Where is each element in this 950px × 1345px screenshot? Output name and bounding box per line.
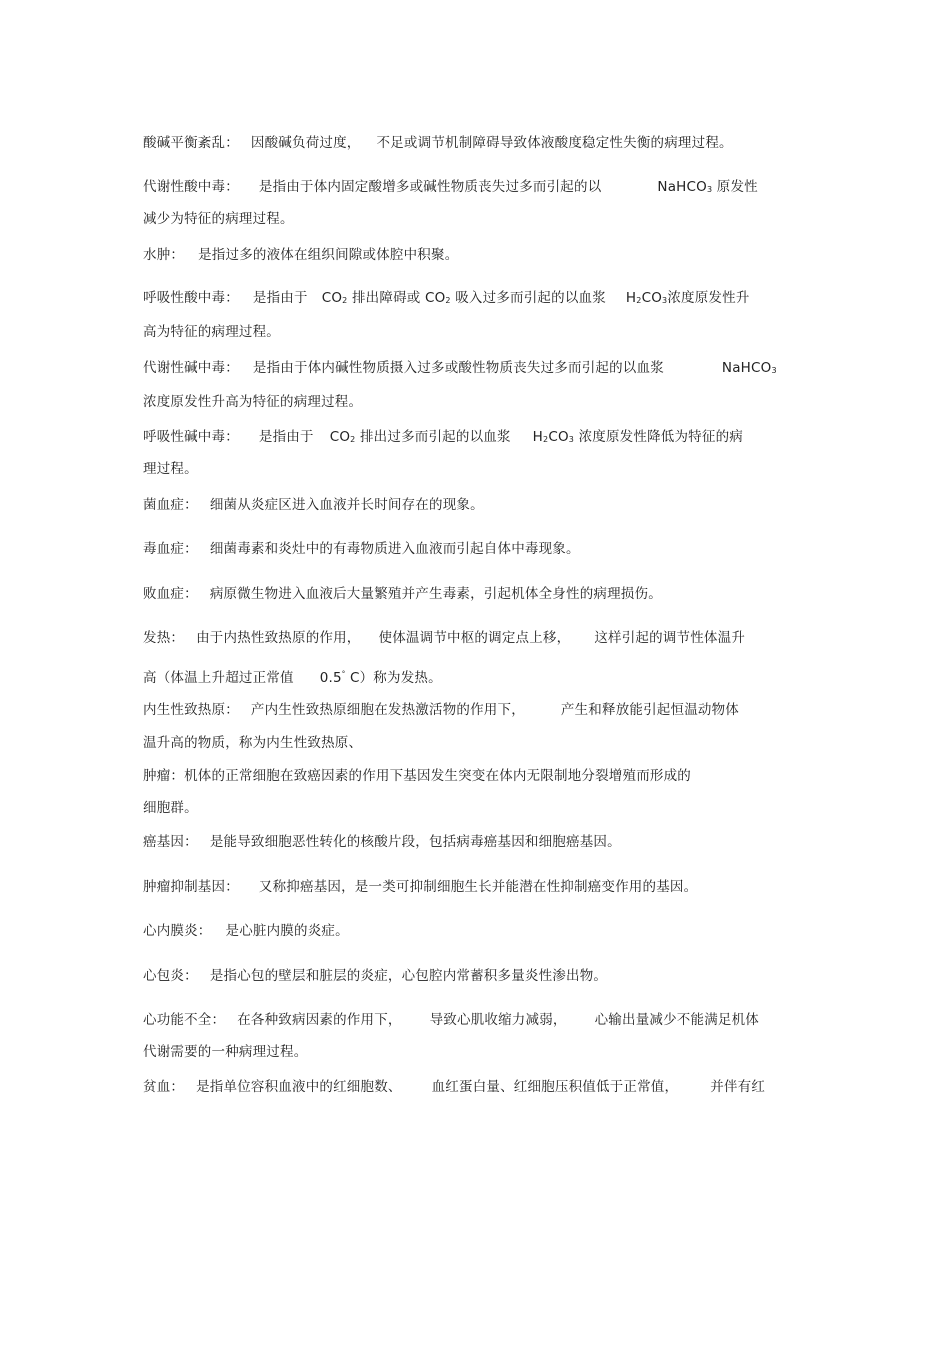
entry-toxemia: 毒血症： 细菌毒素和炎灶中的有毒物质进入血液而引起自体中毒现象。 bbox=[143, 541, 580, 557]
term: 呼吸性碱中毒： bbox=[143, 429, 239, 445]
entry-metabolic-alkalosis-cont: 浓度原发性升高为特征的病理过程。 bbox=[143, 394, 363, 410]
entry-acid-base-disorder: 酸碱平衡紊乱： 因酸碱负荷过度， 不足或调节机制障碍导致体液酸度稳定性失衡的病理过程。 bbox=[143, 135, 733, 151]
entry-edema: 水肿： 是指过多的液体在组织间隙或体腔中积聚。 bbox=[143, 247, 459, 263]
term: 酸碱平衡紊乱： bbox=[143, 135, 239, 151]
entry-respiratory-acidosis-cont: 高为特征的病理过程。 bbox=[143, 324, 280, 340]
entry-heart-failure-cont: 代谢需要的一种病理过程。 bbox=[143, 1044, 308, 1060]
term: 代谢性碱中毒： bbox=[143, 360, 239, 376]
term: 心功能不全： bbox=[143, 1012, 226, 1028]
term: 毒血症： bbox=[143, 541, 198, 557]
entry-respiratory-alkalosis: 呼吸性碱中毒： 是指由于 CO2 排出过多而引起的以血浆 H2CO3 浓度原发性降低为特征的病 bbox=[143, 429, 743, 445]
entry-metabolic-alkalosis: 代谢性碱中毒： 是指由于体内碱性物质摄入过多或酸性物质丧失过多而引起的以血浆 NaHCO3 bbox=[143, 360, 777, 376]
term: 心包炎： bbox=[143, 968, 198, 984]
entry-respiratory-alkalosis-cont: 理过程。 bbox=[143, 461, 198, 477]
entry-septicemia: 败血症： 病原微生物进入血液后大量繁殖并产生毒素，引起机体全身性的病理损伤。 bbox=[143, 586, 662, 602]
term: 贫血： bbox=[143, 1079, 185, 1095]
entry-endocarditis: 心内膜炎： 是心脏内膜的炎症。 bbox=[143, 923, 349, 939]
term: 水肿： bbox=[143, 247, 185, 263]
entry-metabolic-acidosis: 代谢性酸中毒： 是指由于体内固定酸增多或碱性物质丧失过多而引起的以 NaHCO3 原发性 bbox=[143, 179, 758, 195]
entry-tumor: 肿瘤：机体的正常细胞在致癌因素的作用下基因发生突变在体内无限制地分裂增殖而形成的 bbox=[143, 768, 692, 784]
entry-endogenous-pyrogen-cont: 温升高的物质，称为内生性致热原、 bbox=[143, 735, 363, 751]
entry-pericarditis: 心包炎： 是指心包的壁层和脏层的炎症，心包腔内常蓄积多量炎性渗出物。 bbox=[143, 968, 608, 984]
entry-bacteremia: 菌血症： 细菌从炎症区进入血液并长时间存在的现象。 bbox=[143, 497, 484, 513]
term: 菌血症： bbox=[143, 497, 198, 513]
term: 内生性致热原： bbox=[143, 702, 239, 718]
entry-fever-cont: 高（体温上升超过正常值 0.5° C）称为发热。 bbox=[143, 670, 442, 686]
entry-endogenous-pyrogen: 内生性致热原： 产内生性致热原细胞在发热激活物的作用下， 产生和释放能引起恒温动物体 bbox=[143, 702, 740, 718]
term: 肿瘤： bbox=[143, 768, 185, 784]
entry-metabolic-acidosis-cont: 减少为特征的病理过程。 bbox=[143, 211, 294, 227]
term: 肿瘤抑制基因： bbox=[143, 879, 239, 895]
term: 心内膜炎： bbox=[143, 923, 212, 939]
term: 败血症： bbox=[143, 586, 198, 602]
entry-heart-failure: 心功能不全： 在各种致病因素的作用下， 导致心肌收缩力减弱， 心输出量减少不能满足机体 bbox=[143, 1012, 760, 1028]
entry-fever: 发热： 由于内热性致热原的作用， 使体温调节中枢的调定点上移， 这样引起的调节性体温升 bbox=[143, 630, 746, 646]
entry-anemia: 贫血： 是指单位容积血液中的红细胞数、 血红蛋白量、红细胞压积值低于正常值， 并伴有红 bbox=[143, 1079, 766, 1095]
entry-tumor-suppressor-gene: 肿瘤抑制基因： 又称抑癌基因，是一类可抑制细胞生长并能潜在性抑制癌变作用的基因。 bbox=[143, 879, 698, 895]
entry-oncogene: 癌基因： 是能导致细胞恶性转化的核酸片段，包括病毒癌基因和细胞癌基因。 bbox=[143, 834, 621, 850]
term: 呼吸性酸中毒： bbox=[143, 290, 239, 306]
term: 代谢性酸中毒： bbox=[143, 179, 239, 195]
entry-respiratory-acidosis: 呼吸性酸中毒： 是指由于 CO2 排出障碍或 CO2 吸入过多而引起的以血浆 H2CO3浓度原发性升 bbox=[143, 290, 750, 306]
term: 发热： bbox=[143, 630, 185, 646]
entry-tumor-cont: 细胞群。 bbox=[143, 800, 198, 816]
term: 癌基因： bbox=[143, 834, 198, 850]
